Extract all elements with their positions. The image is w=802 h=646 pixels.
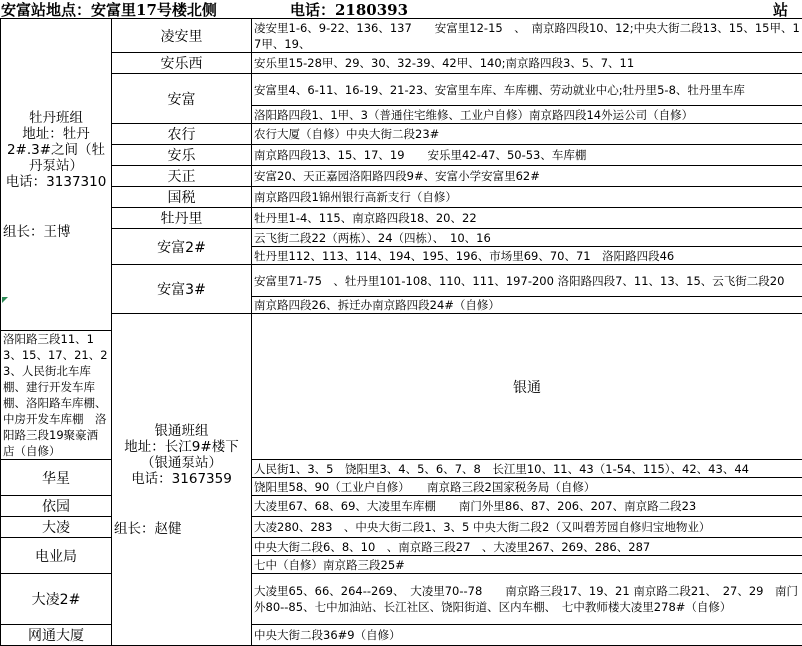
area-name: 天正 [112,166,252,187]
comment-marker-icon [2,297,8,303]
area-address: 安富里71-75 、牡丹里101-108、110、111、197-200 洛阳路四段7、11、13、15、云飞街二段20 [252,265,802,297]
area-address: 中央大街二段36#9（自修） [252,625,802,646]
area-name: 牡丹里 [112,208,252,229]
assignment-table [0,18,802,646]
team-address: 地址：长江9#楼下（银通泵站） [114,439,249,471]
area-address: 南京路四段26、拆迁办南京路四段24#（自修） [252,297,802,314]
area-name: 华星 [1,460,112,496]
area-address: 农行大厦（自修）中央大街二段23# [252,124,802,145]
area-name: 银通 [252,314,802,460]
area-address: 中央大街二段6、8、10 、南京路三段27 、大凌里267、269、286、287 [252,538,802,556]
area-address: 安富20、天正嘉园洛阳路四段9#、安富小学安富里62# [252,166,802,187]
area-address: 牡丹里1-4、115、南京路四段18、20、22 [252,208,802,229]
area-name: 农行 [112,124,252,145]
area-address: 云飞街二段22（两栋）、24（四栋）、 10、16 [252,229,802,247]
area-address: 饶阳里58、90（工业户自修） 南京路三段2国家税务局（自修） [252,478,802,496]
area-address: 安乐里15-28甲、29、30、32-39、42甲、140;南京路四段3、5、7、11 [252,53,802,74]
area-address: 大凌里67、68、69、大凌里车库棚 南门外里86、87、206、207、南京路二段23 [252,496,802,517]
team-cell [112,314,252,646]
team-phone: 电话：3137310 [3,174,109,190]
area-address: 大凌280、283 、中央大街二段1、3、5 中央大街二段2（又叫碧芳园自修归宝地物业） [252,517,802,538]
team-cell [1,19,112,331]
area-address: 洛阳路四段1、1甲、3（普通住宅维修、工业户自修）南京路四段14外运公司（自修） [252,106,802,124]
area-name: 电业局 [1,538,112,574]
team-leader: 组长：王博 [3,224,109,240]
area-address: 凌安里1-6、9-22、136、137 安富里12-15 、 南京路四段10、12;中央大街二段13、15、15甲、17甲、19、 [252,19,802,53]
area-address: 南京路四段13、15、17、19 安乐里42-47、50-53、车库棚 [252,145,802,166]
area-name: 安乐 [112,145,252,166]
header-row [0,0,802,20]
area-address: 七中（自修）南京路三段25# [252,556,802,574]
station-location: 安富站地点：安富里17号楼北侧 [1,0,217,20]
area-name: 安富 [112,74,252,124]
area-address: 牡丹里112、113、114、194、195、196、市场里69、70、71 洛阳路四段46 [252,247,802,265]
area-name: 凌安里 [112,19,252,53]
area-name: 大凌 [1,517,112,538]
area-address: 洛阳路三段11、13、15、17、21、23、人民街北车库棚、建行开发车库棚、洛阳路车库棚、中房开发车库棚 洛阳路三段19聚豪酒店（自修） [1,331,112,460]
area-address: 大凌里65、66、264--269、 大凌里70--78 南京路三段17、19、21 南京路二段21、 27、29 南门外80--85、七中加油站、长江社区、饶阳街道、区内车棚、 七中教师楼大凌里278#（自修） [252,574,802,625]
area-name: 安乐西 [112,53,252,74]
area-address: 人民街1、3、5 饶阳里3、4、5、6、7、8 长江里10、11、43（1-54、115）、42、43、44 [252,460,802,478]
station-suffix: 站 [773,0,788,20]
team-name: 牡丹班组 [3,110,109,126]
team-address: 地址：牡丹2#.3#之间（牡丹泵站） [3,126,109,174]
area-name: 依园 [1,496,112,517]
team-name: 银通班组 [114,423,249,439]
team-phone: 电话：3167359 [114,471,249,487]
area-name: 国税 [112,187,252,208]
station-phone: 电话：2180393 [290,0,408,20]
area-address: 南京路四段1锦州银行高新支行（自修） [252,187,802,208]
area-address: 安富里4、6-11、16-19、21-23、安富里车库、车库棚、劳动就业中心;牡丹里5-8、牡丹里车库 [252,74,802,106]
area-name: 网通大厦 [1,625,112,646]
area-name: 大凌2# [1,574,112,625]
area-name: 安富3# [112,265,252,314]
area-name: 安富2# [112,229,252,265]
team-leader: 组长：赵健 [114,521,249,537]
